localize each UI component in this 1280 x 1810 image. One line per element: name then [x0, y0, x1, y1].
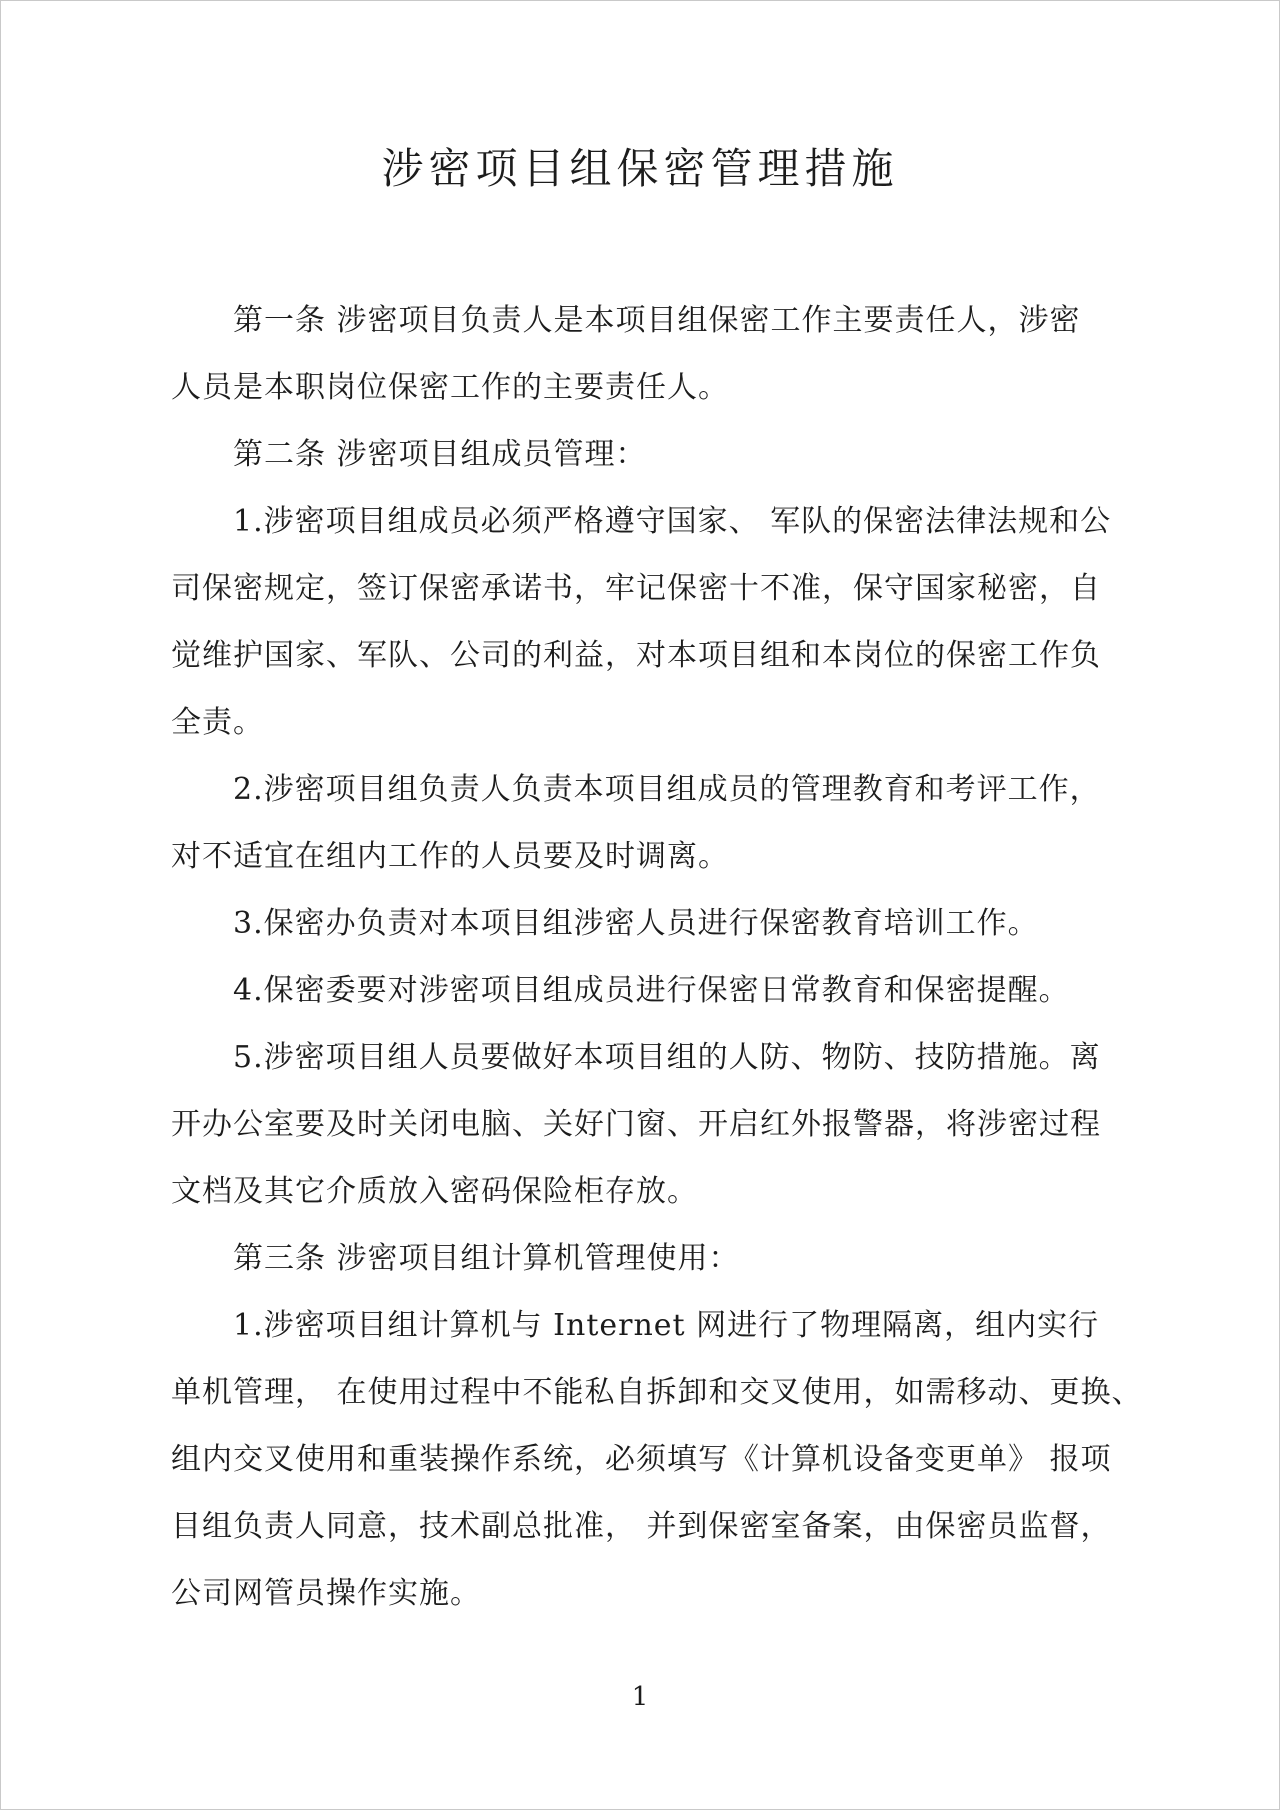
text-line-5: 司保密规定，签订保密承诺书，牢记保密十不准，保守国家秘密，自	[171, 571, 1101, 606]
text-line-15: 第三条 涉密项目组计算机管理使用：	[171, 1241, 740, 1276]
text-line-7: 全责。	[171, 705, 264, 740]
text-line-6: 觉维护国家、军队、公司的利益，对本项目组和本岗位的保密工作负	[171, 638, 1101, 673]
text-line-10: 3.保密办负责对本项目组涉密人员进行保密教育培训工作。	[171, 906, 1039, 941]
text-line-3: 第二条 涉密项目组成员管理：	[171, 437, 647, 472]
document-body	[171, 287, 1143, 1627]
text-line-2: 人员是本职岗位保密工作的主要责任人。	[171, 370, 729, 405]
text-line-11: 4.保密委要对涉密项目组成员进行保密日常教育和保密提醒。	[171, 973, 1070, 1008]
text-line-18: 组内交叉使用和重装操作系统，必须填写《计算机设备变更单》 报项	[171, 1442, 1112, 1477]
text-line-13: 开办公室要及时关闭电脑、关好门窗、开启红外报警器，将涉密过程	[171, 1107, 1101, 1142]
text-line-16: 1.涉密项目组计算机与 Internet 网进行了物理隔离，组内实行	[171, 1308, 1100, 1343]
text-line-1: 第一条 涉密项目负责人是本项目组保密工作主要责任人，涉密	[171, 303, 1081, 338]
text-line-19: 目组负责人同意，技术副总批准， 并到保密室备案，由保密员监督，	[171, 1509, 1112, 1544]
text-line-12: 5.涉密项目组人员要做好本项目组的人防、物防、技防措施。离	[171, 1040, 1101, 1075]
text-line-20: 公司网管员操作实施。	[171, 1576, 481, 1611]
document-title: 涉密项目组保密管理措施	[381, 144, 899, 193]
text-line-9: 对不适宜在组内工作的人员要及时调离。	[171, 839, 729, 874]
text-line-4: 1.涉密项目组成员必须严格遵守国家、 军队的保密法律法规和公	[171, 504, 1112, 539]
text-line-8: 2.涉密项目组负责人负责本项目组成员的管理教育和考评工作，	[171, 772, 1101, 807]
text-line-17: 单机管理， 在使用过程中不能私自拆卸和交叉使用，如需移动、更换、	[171, 1375, 1143, 1410]
page-number: 1	[631, 1682, 649, 1712]
text-line-14: 文档及其它介质放入密码保险柜存放。	[171, 1174, 698, 1209]
